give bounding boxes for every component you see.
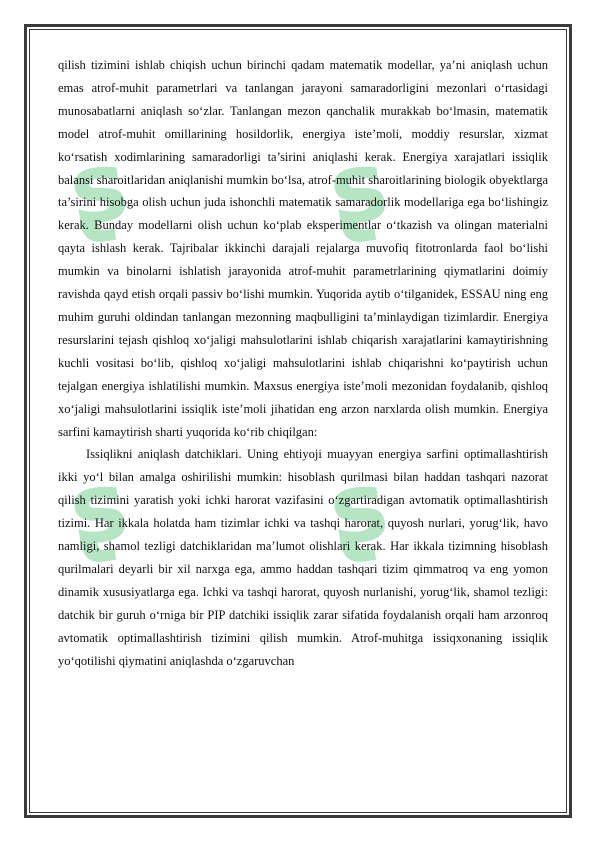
paragraph: Issiqlikni aniqlash datchiklari. Uning ehtiyoji muayyan energiya sarfini optimallashtirish ikki yo‘l bilan amalga oshirilishi mumkin: hisoblash qurilmasi bilan haddan tashqari nazorat qilish tizimini yaratish yoki ichki harorat vazifasini o‘zgartiradigan avtomatik optimallashtirish tizimi. Har ikkala holatda ham tizimlar ichki va tashqi harorat, quyosh nurlari, yorug‘lik, havo namligi, shamol tezligi datchiklaridan ma’lumot olishlari kerak. Har ikkala tizimning hisoblash qurilmalari deyarli bir xil narxga ega, ammo haddan tashqari tizim qimmatroq va eng yomon dinamik xususiyatlarga ega. Ichki va tashqi harorat, quyosh nurlanishi, yorug‘lik, shamol tezligi: datchik bir guruh o‘rniga bir PIP datchiki issiqlik zarar sifatida foydalanish orqali ham arzonroq avtomatik optimallashtirish tizimini qilish mumkin. Atrof-muhitga issiqxonaning issiqlik yo‘qotilishi qiymatini aniqlashda o‘zgaruvchan	[58, 447, 548, 668]
document-body	[58, 54, 548, 672]
watermark-logo: ʂ	[62, 128, 135, 248]
watermark-logo: ʂ	[322, 128, 395, 248]
watermark-logo: ʂ	[322, 448, 395, 568]
watermark-logo: ʂ	[62, 448, 135, 568]
paragraph: qilish tizimini ishlab chiqish uchun birinchi qadam matematik modellar, ya’ni aniqlash uchun emas atrof-muhit parametrlari va tanlangan jarayoni samaradorligini mezonlari o‘rtasidagi munosabatlarni aniqlash so‘zlar. Tanlangan mezon qanchalik murakkab bo‘lmasin, matematik model atrof-muhit omillarining hosildorlik, energiya iste’moli, moddiy resurslar, xizmat ko‘rsatish xodimlarining samaradorligi ta’sirini aniqlashi kerak. Energiya xarajatlari issiqlik balansi sharoitlaridan aniqlanishi mumkin bo‘lsa, atrof-muhit sharoitlarining biologik obyektlarga ta’sirini hisobga olish uchun juda ishonchli matematik samaradorlik modellariga ega bo‘lishingiz kerak. Bunday modellarni olish uchun ko‘plab eksperimentlar o‘tkazish va olingan materialni qayta ishlash kerak. Tajribalar ikkinchi darajali rejalarga muvofiq fitotronlarda faol bo‘lishi mumkin va binolarni ishlatish jarayonida atrof-muhit parametrlarining qiymatlarini doimiy ravishda qayd etish orqali passiv bo‘lishi mumkin. Yuqorida aytib o‘tilganidek, ESSAU ning eng muhim guruhi oldindan tanlangan mezonning maqbulligini ta’minlaydigan tizimlardir. Energiya resurslarini tejash qishloq xo‘jaligi mahsulotlarini ishlab chiqarish xarajatlarini kamaytirishning kuchli vositasi bo‘lib, qishloq xo‘jaligi mahsulotlarini ishlab chiqarishni ko‘paytirish uchun tejalgan energiya ishlatilishi mumkin. Maxsus energiya iste’moli mezonidan foydalanib, qishloq xo‘jaligi mahsulotlarini issiqlik iste’moli jihatidan eng arzon narxlarda olish mumkin. Energiya sarfini kamaytirish sharti yuqorida ko‘rib chiqilgan:	[58, 58, 548, 439]
